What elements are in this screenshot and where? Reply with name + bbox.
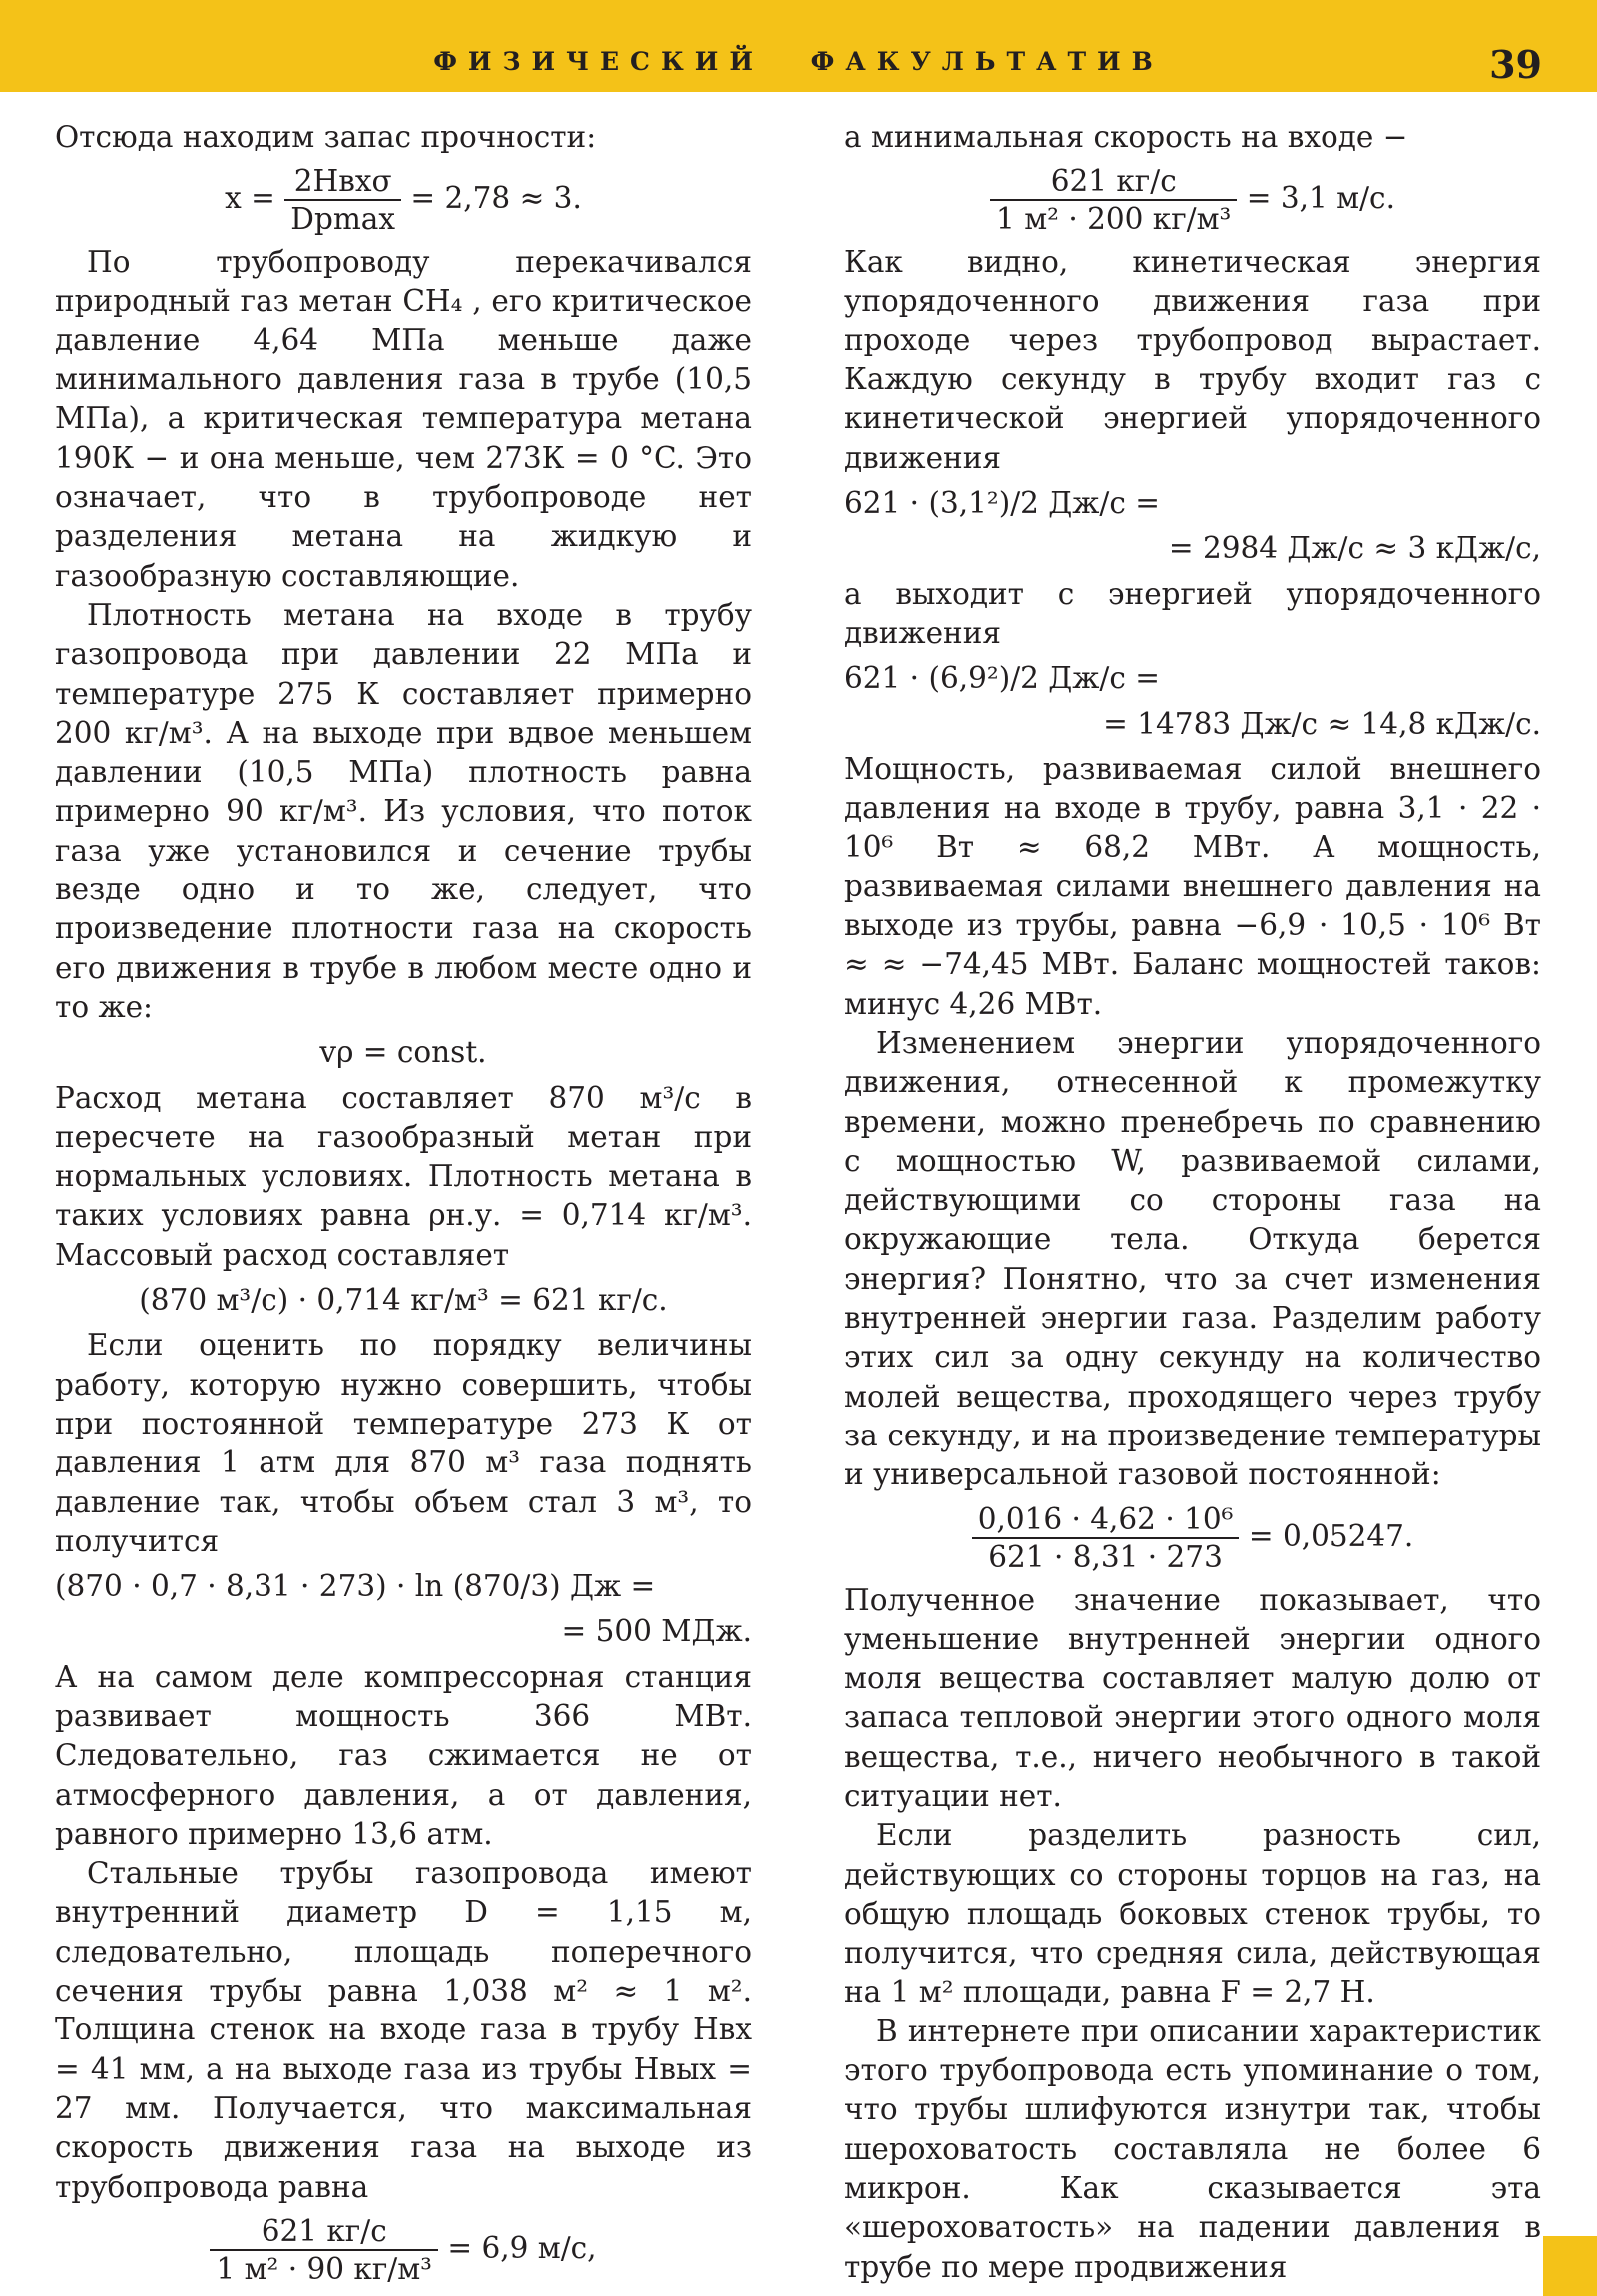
page-header-bar — [0, 0, 1597, 92]
formula-entry-speed: $\frac{621 кг/с}{\text{1 м² · 200 кг/м³}}$ = 3,1 м/с. — [844, 163, 1541, 237]
formula-exit-speed: $\frac{621 кг/с}{\text{1 м² · 90 кг/м³}}$ = 6,9 м/с, — [55, 2213, 752, 2287]
running-title: ФИЗИЧЕСКИЙ ФАКУЛЬТАТИВ — [433, 47, 1164, 76]
fraction: $\frac{\text{0,016 · 4,62 · 10⁶}}{621 \cdot 8,31 \cdot 273}$ — [972, 1501, 1240, 1575]
formula-kinetic-in-line2: = 2984 Дж/с ≈ 3 кДж/с, — [1168, 531, 1541, 566]
left-column — [55, 118, 752, 2293]
page-number: 39 — [1489, 42, 1542, 87]
paragraph: Расход метана составляет 870 м³/с в пересчете на газообразный метан при нормальных условиях. Плотность метана в таких условиях равна ρн.у. = 0,714 кг/м³. Массовый расход составляет — [55, 1080, 752, 1272]
paragraph: Мощность, развиваемая силой внешнего давления на входе в трубу, равна 3,1 · 22 · 10⁶ Вт ≈ 68,2 МВт. А мощность, развиваемая силами внешнего давления на выходе из трубы, равна −6,9 · 10,5 · 10⁶ Вт ≈ ≈ −74,45 МВт. Баланс мощностей таков: минус 4,26 МВт. — [844, 751, 1541, 1021]
formula-kinetic-out-line2: = 14783 Дж/с ≈ 14,8 кДж/с. — [1103, 706, 1541, 741]
paragraph: Если разделить разность сил, действующих со стороны торцов на газ, на общую площадь боковых стенок трубы, то получится, что средняя сила, действующая на 1 м² площади, равна F = 2,7 Н. — [844, 1818, 1541, 2009]
formula-continuity: vρ = const. — [319, 1035, 487, 1070]
paragraph: В интернете при описании характеристик этого трубопровода есть упоминание о том, что трубы шлифуются изнутри так, чтобы шероховатость составляла не более 6 микрон. Как сказывается эта «шероховатость» на падении давления в трубе по мере продвижения — [844, 2013, 1541, 2284]
formula-mass-flow: (870 м³/с) · 0,714 кг/м³ = 621 кг/с. — [139, 1283, 668, 1318]
fraction: $\frac{621 кг/с}{\text{1 м² · 200 кг/м³}}$ — [990, 163, 1237, 237]
paragraph: Как видно, кинетическая энергия упорядоченного движения газа при проходе через трубопровод вырастает. Каждую секунду в трубу входит газ с кинетической энергией упорядоченного движения — [844, 245, 1541, 475]
paragraph: Если оценить по порядку величины работу, которую нужно совершить, чтобы при постоянной температуре 273 К от давления 1 атм для 870 м³ газа поднять давление так, чтобы объем стал 3 м³, то получится — [55, 1328, 752, 1558]
corner-color-tab — [1543, 2236, 1597, 2296]
formula-safety-margin: x = $\frac{\text{2Hвхσ}}{Dpmax}$ = 2,78 ≈ 3. — [225, 164, 582, 237]
formula-work-line1: (870 · 0,7 · 8,31 · 273) · ln (870/3) Дж = — [55, 1569, 656, 1604]
formula-kinetic-out-line1: 621 · (6,9²)/2 Дж/с = — [844, 661, 1160, 696]
paragraph: Полученное значение показывает, что уменьшение внутренней энергии одного моля вещества составляет малую долю от запаса тепловой энергии этого одного моля вещества, т.е., ничего необычного в такой ситуации нет. — [844, 1582, 1541, 1813]
formula-ratio: $\frac{\text{0,016 · 4,62 · 10⁶}}{621 \cdot 8,31 \cdot 273}$ = 0,05247. — [844, 1501, 1541, 1575]
formula-kinetic-in-line1: 621 · (3,1²)/2 Дж/с = — [844, 486, 1160, 521]
paragraph: Плотность метана на входе в трубу газопровода при давлении 22 МПа и температуре 275 К составляет примерно 200 кг/м³. А на выходе при вдвое меньшем давлении (10,5 МПа) плотность равна примерно 90 кг/м³. Из условия, что поток газа уже установился и сечение трубы везде одно и то же, следует, что произведение плотности газа на скорость его движения в трубе в любом месте одно и то же: — [55, 597, 752, 1024]
paragraph: Отсюда находим запас прочности: — [55, 120, 597, 154]
paragraph: По трубопроводу перекачивался природный газ метан CH₄ , его критическое давление 4,64 МПа меньше даже минимального давления газа в трубе (10,5 МПа), а критическая температура метана 190К − и она меньше, чем 273К = 0 °C. Это означает, что в трубопроводе нет разделения метана на жидкую и газообразную составляющие. — [55, 245, 752, 593]
formula-work-line2: = 500 МДж. — [561, 1614, 752, 1649]
fraction: $\frac{\text{2Hвхσ}}{Dpmax}$ — [284, 163, 401, 237]
paragraph: Изменением энергии упорядоченного движения, отнесенной к промежутку времени, можно пренебречь по сравнению с мощностью W, развиваемой силами, действующими со стороны газа на окружающие тела. Откуда берется энергия? Понятно, что за счет изменения внутренней энергии газа. Разделим работу этих сил за одну секунду на количество молей вещества, проходящего через трубу за секунду, и на произведение температуры и универсальной газовой постоянной: — [844, 1025, 1541, 1492]
right-column — [844, 118, 1541, 2287]
fraction: $\frac{621 кг/с}{\text{1 м² · 90 кг/м³}}$ — [210, 2213, 438, 2287]
paragraph: а минимальная скорость на входе − — [844, 120, 1408, 154]
paragraph: А на самом деле компрессорная станция развивает мощность 366 МВт. Следовательно, газ сжимается не от атмосферного давления, а от давления, равного примерно 13,6 атм. — [55, 1659, 752, 1851]
paragraph: Стальные трубы газопровода имеют внутренний диаметр D = 1,15 м, следовательно, площадь поперечного сечения трубы равна 1,038 м² ≈ 1 м². Толщина стенок на входе газа в трубу Hвх = 41 мм, а на выходе газа из трубы Hвых = 27 мм. Получается, что максимальная скорость движения газа на выходе из трубопровода равна — [55, 1856, 752, 2204]
paragraph: а выходит с энергией упорядоченного движения — [844, 576, 1541, 650]
